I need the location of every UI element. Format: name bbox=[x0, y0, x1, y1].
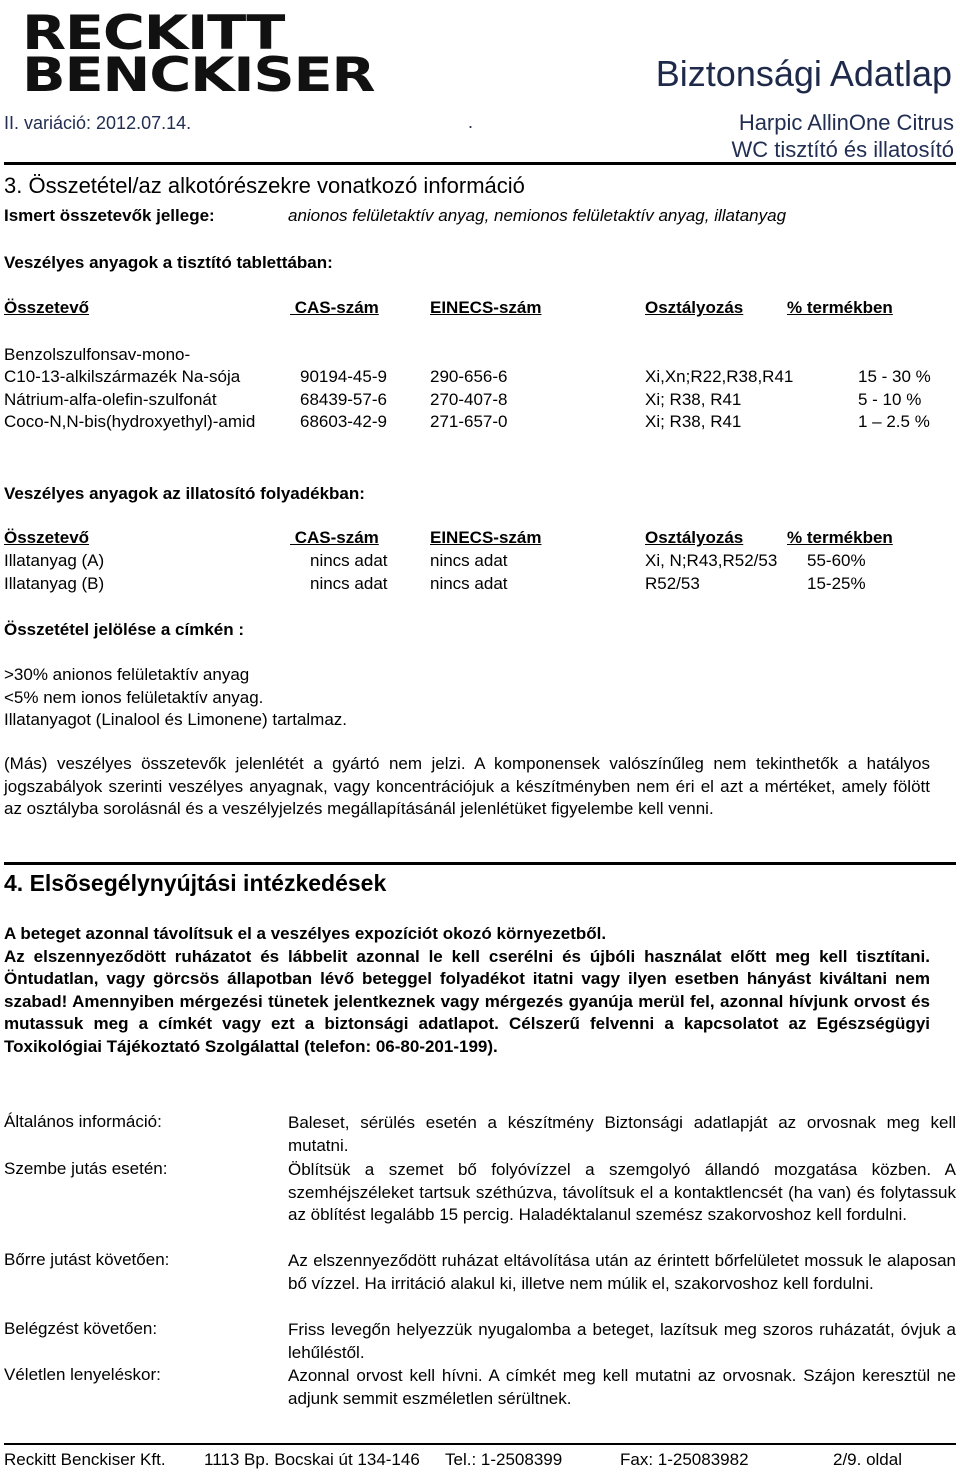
footer-fax: Fax: 1-25083982 bbox=[620, 1450, 749, 1469]
footer-tel: Tel.: 1-2508399 bbox=[445, 1450, 563, 1469]
table-cell: Xi; R38, R41 bbox=[645, 412, 742, 431]
section3-heading: 3. Összetétel/az alkotórészekre vonatkozó információ bbox=[4, 173, 525, 198]
product-description: WC tisztító és illatosító bbox=[731, 137, 954, 162]
table-cell: Illatanyag (B) bbox=[4, 574, 105, 593]
tablet-header-percent: % termékben bbox=[787, 298, 893, 317]
tablet-header-einecs: EINECS-szám bbox=[430, 298, 542, 317]
document-title: Biztonsági Adatlap bbox=[655, 53, 952, 94]
known-components-value: anionos felületaktív anyag, nemionos felületaktív anyag, illatanyag bbox=[288, 206, 787, 225]
table-cell: nincs adat bbox=[430, 551, 508, 570]
table-cell: 271-657-0 bbox=[430, 412, 508, 431]
table-cell: 270-407-8 bbox=[430, 390, 508, 409]
footer-address: 1113 Bp. Bocskai út 134-146 bbox=[204, 1450, 420, 1469]
table-cell: 15 - 30 % bbox=[858, 367, 931, 386]
table-cell: Xi,Xn;R22,R38,R41 bbox=[645, 367, 794, 386]
first-aid-intro-first: A beteget azonnal távolítsuk el a veszélyes expozíciót okozó környezetből. bbox=[4, 924, 607, 943]
footer-page: 2/9. oldal bbox=[833, 1450, 902, 1469]
first-aid-intro bbox=[4, 923, 930, 1058]
table-cell: Xi; R38, R41 bbox=[645, 390, 742, 409]
table-cell: R52/53 bbox=[645, 574, 700, 593]
aid-label-ingestion: Véletlen lenyeléskor: bbox=[4, 1365, 161, 1384]
tablet-header-component: Összetevő bbox=[4, 298, 90, 317]
tablet-header-cas: CAS-szám bbox=[290, 298, 379, 317]
header-separator: . bbox=[468, 112, 474, 132]
aid-text-ingestion: Azonnal orvost kell hívni. A címkét meg kell mutatni az orvosnak. Szájon keresztül ne adjunk semmit eszméletlen sérültnek. bbox=[288, 1366, 956, 1408]
aid-text-eye: Öblítsük a szemet bő folyóvízzel a szemgolyó állandó mozgatása közben. A szemhéjszéleket tartsuk széthúzva, távolítsuk el a kontaktlencsét (ha van) és folytassuk az öblítést legalább 15 percig. Haladéktalanul szemész szakorvoshoz kell fordulni. bbox=[288, 1160, 956, 1224]
aid-label-skin: Bőrre jutást követően: bbox=[4, 1250, 170, 1269]
table-cell: 68439-57-6 bbox=[300, 390, 387, 409]
label-line: Illatanyagot (Linalool és Limonene) tartalmaz. bbox=[4, 710, 348, 729]
liquid-header-class: Osztályozás bbox=[645, 528, 744, 547]
table-cell: nincs adat bbox=[430, 574, 508, 593]
aid-text-skin: Az elszennyeződött ruházat eltávolítása után az érintett bőrfelületet mossuk le alaposan bő vízzel. Ha irritáció alakul ki, illetve nem múlik el, szakorvoshoz kell fordulni. bbox=[288, 1251, 956, 1293]
hazard-note: (Más) veszélyes összetevők jelenlétét a gyártó nem jelzi. A komponensek valószínűleg nem tekinthetők a hatályos jogszabályok szerinti veszélyes anyagnak, vagy koncentrációjuk a készítményben nem éri el azt a mértéket, amely fölött az osztályba sorolásnál és a veszélyjelzés megállapításánál jelenlétüket figyelembe kell venni. bbox=[4, 754, 930, 818]
aid-text-general: Baleset, sérülés esetén a készítmény Biztonsági adatlapját az orvosnak meg kell mutatni. bbox=[288, 1113, 956, 1155]
known-components-label: Ismert összetevők jellege: bbox=[4, 206, 215, 225]
table-cell: Coco-N,N-bis(hydroxyethyl)-amid bbox=[4, 412, 256, 431]
table-cell: Nátrium-alfa-olefin-szulfonát bbox=[4, 390, 217, 409]
logo-line1: RECKITT bbox=[22, 6, 285, 61]
table-cell: 290-656-6 bbox=[430, 367, 508, 386]
liquid-header-percent: % termékben bbox=[787, 528, 893, 547]
table-cell: 68603-42-9 bbox=[300, 412, 387, 431]
table-cell: 15-25% bbox=[807, 574, 866, 593]
variation-date: II. variáció: 2012.07.14. bbox=[4, 113, 192, 133]
label-line: <5% nem ionos felületaktív anyag. bbox=[4, 688, 264, 707]
table-cell: Illatanyag (A) bbox=[4, 551, 105, 570]
liquid-header-einecs: EINECS-szám bbox=[430, 528, 542, 547]
aid-label-eye: Szembe jutás esetén: bbox=[4, 1159, 168, 1178]
label-composition-heading: Összetétel jelölése a címkén : bbox=[4, 620, 245, 639]
tablet-heading: Veszélyes anyagok a tisztító tablettában: bbox=[4, 253, 333, 272]
table-cell: Xi, N;R43,R52/53 bbox=[645, 551, 778, 570]
tablet-header-class: Osztályozás bbox=[645, 298, 744, 317]
liquid-header-cas: CAS-szám bbox=[290, 528, 379, 547]
aid-label-general: Általános információ: bbox=[4, 1112, 162, 1131]
header-rule bbox=[4, 162, 956, 165]
table-cell: 55-60% bbox=[807, 551, 866, 570]
first-aid-intro-rest: Az elszennyeződött ruházatot és lábbelit azonnal le kell cserélni és újbóli használat előtt meg kell tisztítani. Öntudatlan, vagy görcsös állapotban lévő beteggel folyadékot itatni vagy ilyen esetben hányást kiváltani nem szabad! Amennyiben mérgezési tünetek jelentkeznek vagy mérgezés gyanúja merül fel, azonnal hívjunk orvost és mutassuk meg a címkét vagy ezt a biztonsági adatlapot. Célszerű felvenni a kapcsolatot az Egészségügyi Toxikológiai Tájékoztató Szolgálattal (telefon: 06-80-201-199). bbox=[4, 946, 930, 1056]
footer-company: Reckitt Benckiser Kft. bbox=[4, 1450, 166, 1469]
table-cell: nincs adat bbox=[310, 574, 388, 593]
aid-text-inhalation: Friss levegőn helyezzük nyugalomba a beteget, lazítsuk meg szoros ruházatát, óvjuk a lehűléstől. bbox=[288, 1320, 956, 1362]
table-cell: nincs adat bbox=[310, 551, 388, 570]
liquid-header-component: Összetevő bbox=[4, 528, 90, 547]
table-cell: 1 – 2.5 % bbox=[858, 412, 930, 431]
liquid-heading: Veszélyes anyagok az illatosító folyadékban: bbox=[4, 484, 365, 503]
aid-label-inhalation: Belégzést követően: bbox=[4, 1319, 158, 1338]
table-cell: 5 - 10 % bbox=[858, 390, 922, 409]
label-line: >30% anionos felületaktív anyag bbox=[4, 665, 250, 684]
section4-rule bbox=[4, 862, 956, 865]
table-cell: 90194-45-9 bbox=[300, 367, 387, 386]
product-name: Harpic AllinOne Citrus bbox=[738, 110, 954, 135]
company-logo bbox=[4, 6, 375, 103]
table-cell: C10-13-alkilszármazék Na-sója bbox=[4, 367, 241, 386]
logo-line2: BENCKISER bbox=[22, 48, 375, 103]
table-cell: Benzolszulfonsav-mono- bbox=[4, 345, 191, 364]
footer-rule bbox=[4, 1443, 956, 1445]
section4-heading: 4. Elsõsegélynyújtási intézkedések bbox=[4, 870, 387, 896]
